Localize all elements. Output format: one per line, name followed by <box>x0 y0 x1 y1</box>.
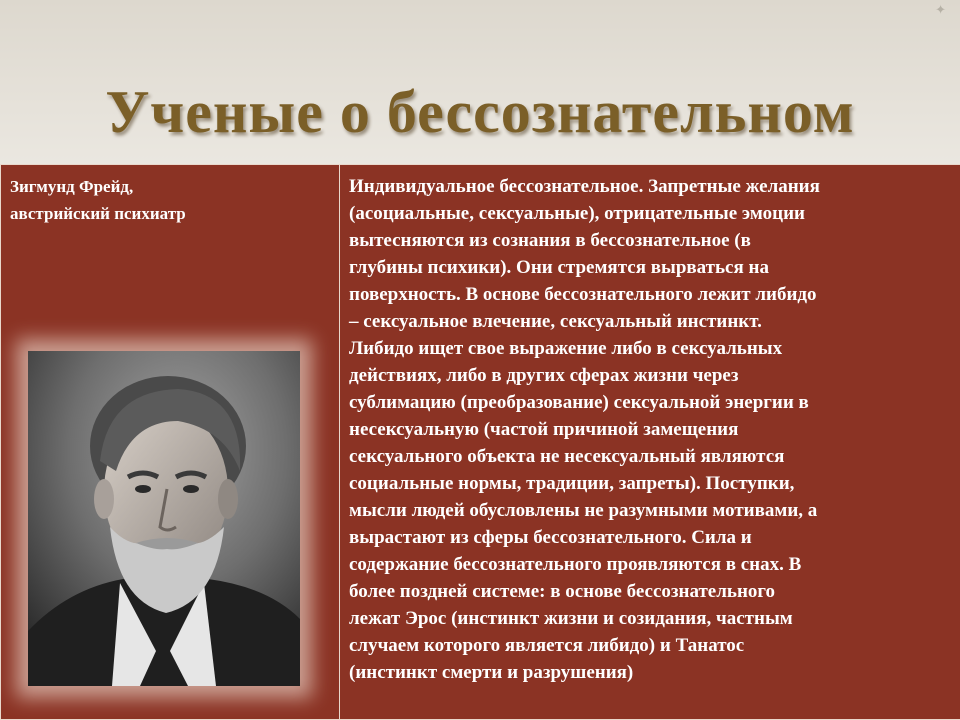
table-row <box>1 165 960 720</box>
sparkle-icon: ✦ <box>935 3 946 18</box>
portrait-illustration <box>28 351 300 686</box>
portrait-photo <box>28 351 300 686</box>
person-cell <box>1 165 340 720</box>
person-name: Зигмунд Фрейд, австрийский психиатр <box>10 177 186 223</box>
description-cell <box>340 165 960 720</box>
slide-title: Ученые о бессознательном <box>105 79 855 145</box>
info-table <box>0 164 960 720</box>
description-text: Индивидуальное бессознательное. Запретные желания (асоциальные, сексуальные), отрицательные эмоции вытесняются из сознания в бессознательное (в глубины психики). Они стремятся вырваться на поверхность. В основе бессознательного лежит либидо – сексуальное влечение, сексуальный инстинкт. Либидо ищет свое выражение либо в сексуальных действиях, либо в других сферах жизни через сублимацию (преобразование) сексуальной энергии в несексуальную (частой причиной замещения сексуального объекта не несексуальный являются социальные нормы, традиции, запреты). Поступки, мысли людей обусловлены не разумными мотивами, а вырастают из сферы бессознательного. Сила и содержание бессознательного проявляются в снах. В более поздней системе: в основе бессознательного лежат Эрос (инстинкт жизни и созидания, частным случаем которого является либидо) и Танатос (инстинкт смерти и разрушения) <box>349 176 820 683</box>
